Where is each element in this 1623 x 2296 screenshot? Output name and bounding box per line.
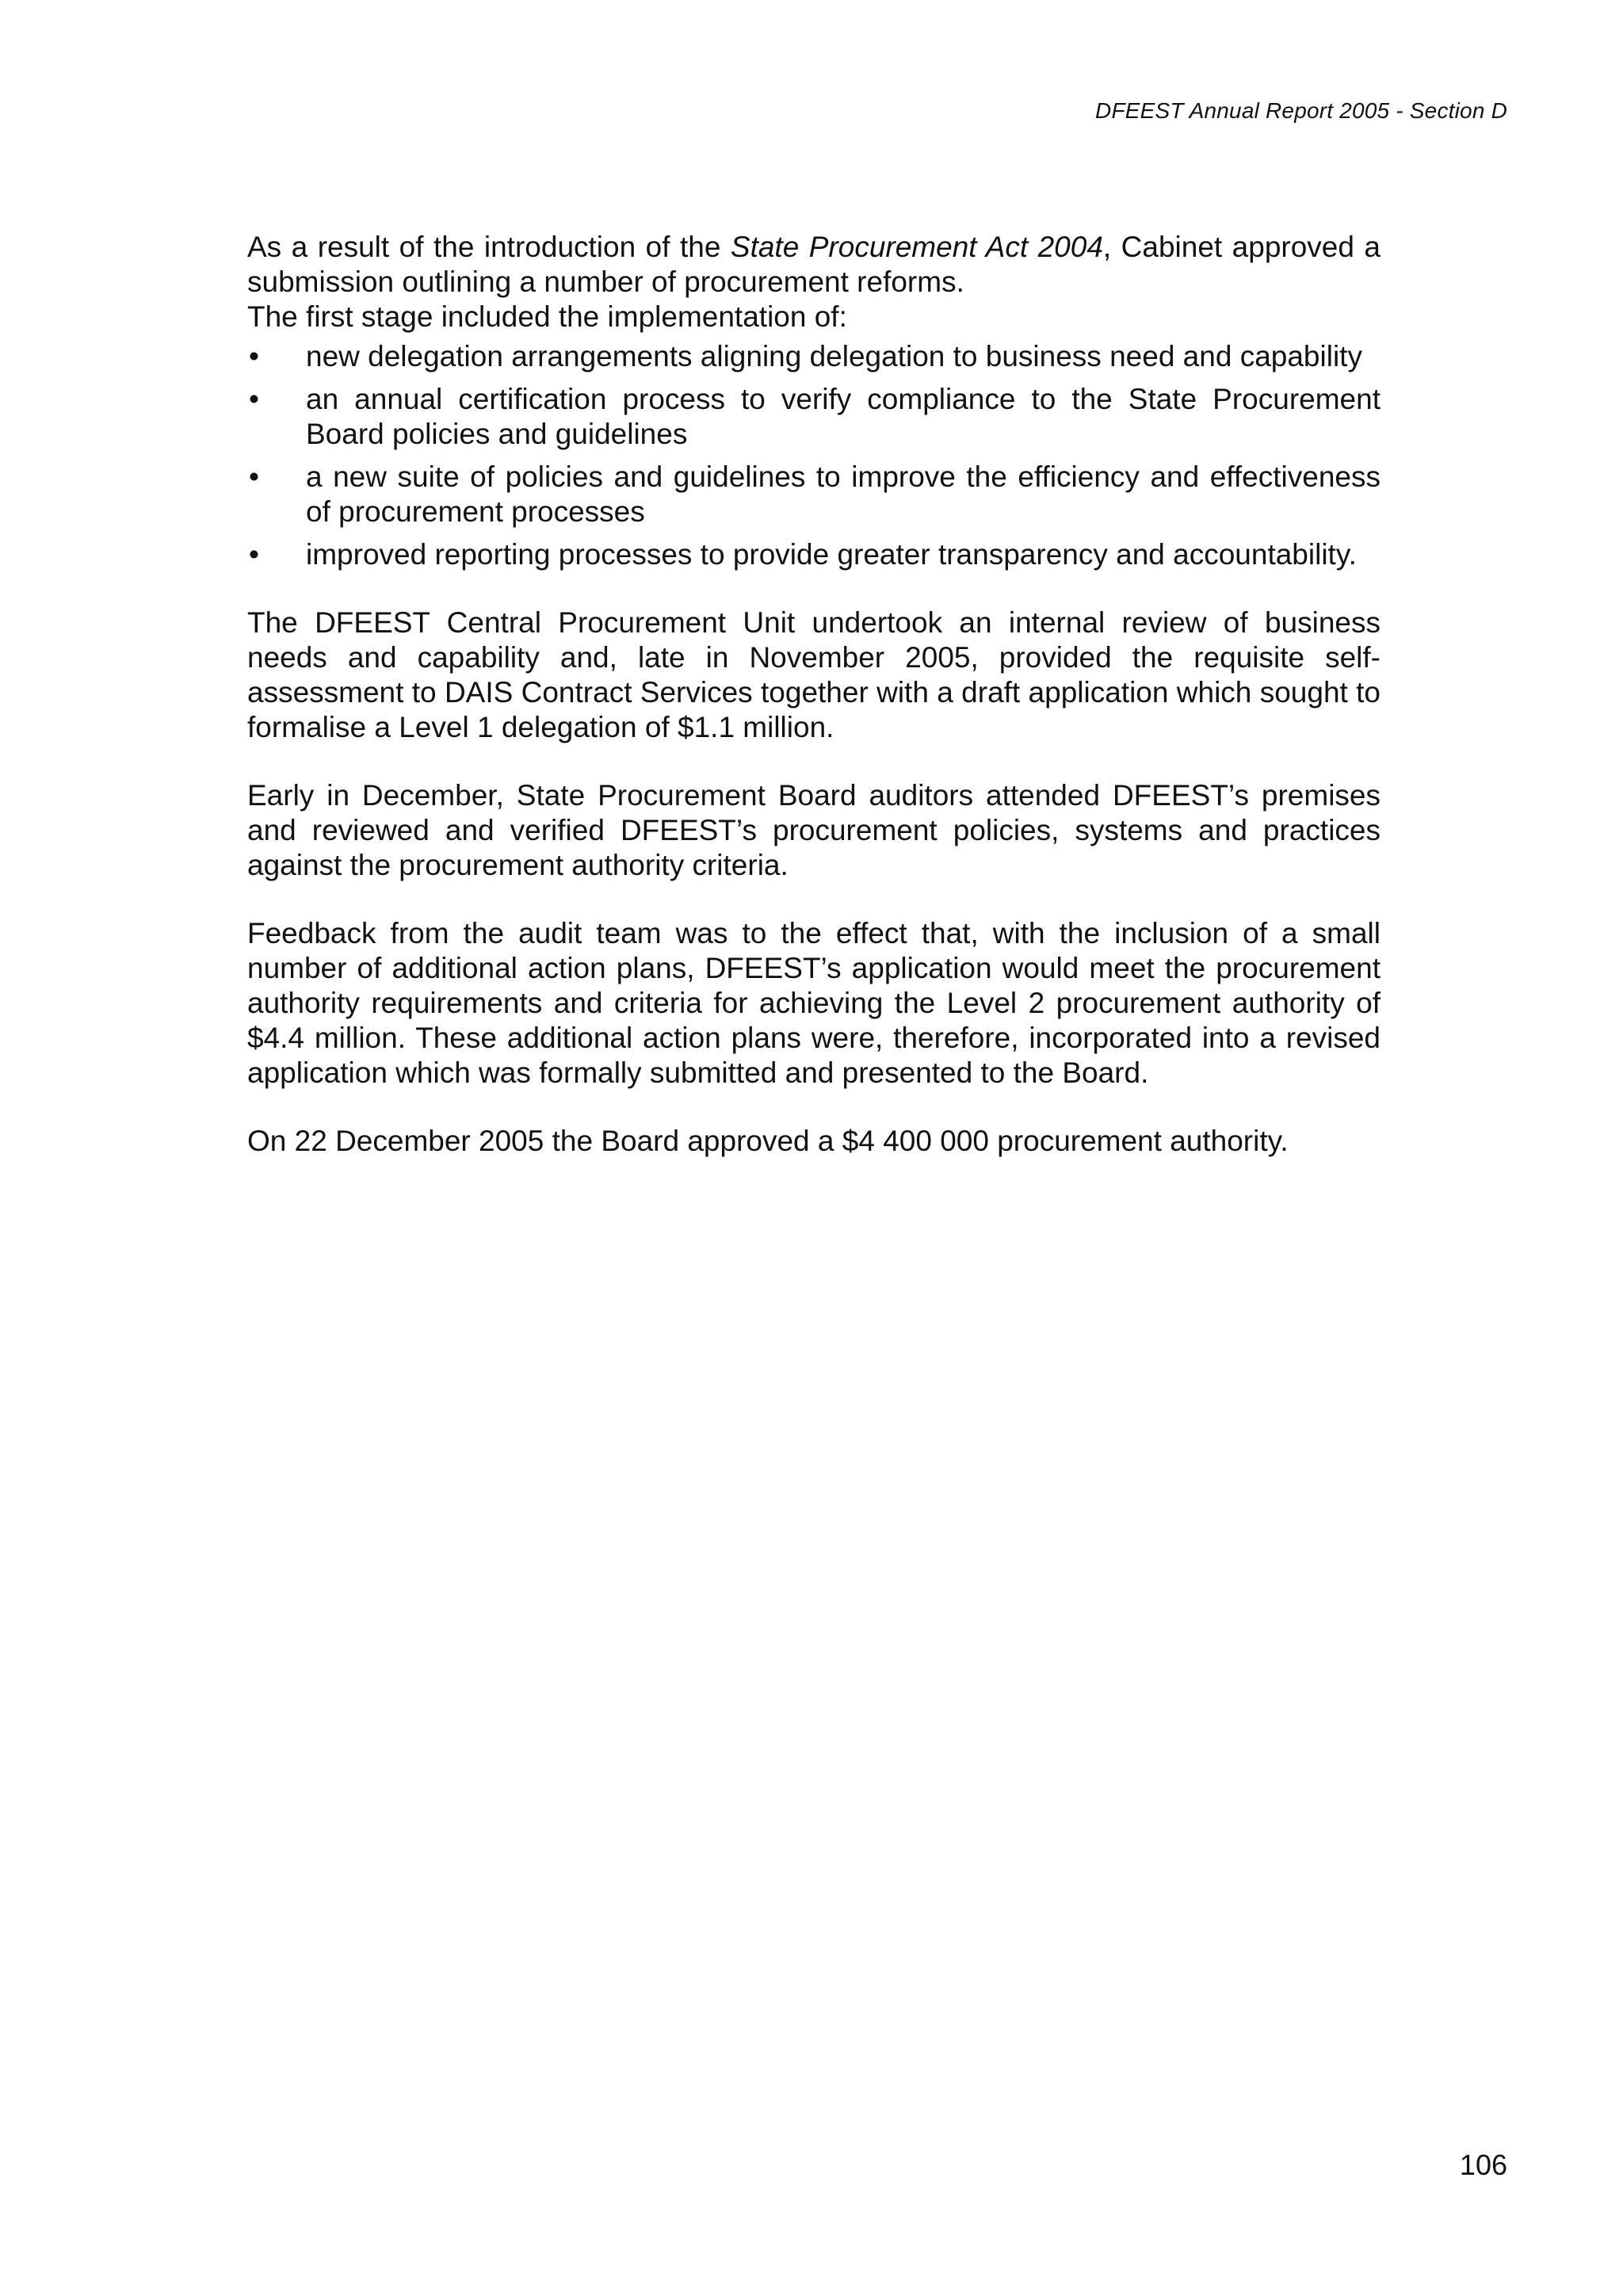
- feedback-paragraph: Feedback from the audit team was to the effect that, with the inclusion of a small number of additional action plans, DFEEST’s application would meet the procurement authority requirements and criteria for achieving the Level 2 procurement authority of $4.4 million. These additional action plans were, therefore, incorporated into a revised application which was formally submitted and presented to the Board.: [247, 917, 1381, 1089]
- list-item: [247, 382, 1381, 452]
- list-item: [247, 460, 1381, 529]
- list-item-text: an annual certification process to verify compliance to the State Procurement Board policies and guidelines: [306, 383, 1381, 450]
- list-item: [247, 339, 1381, 374]
- list-item: [247, 537, 1381, 572]
- bullet-icon: •: [249, 340, 259, 372]
- page-body: [247, 230, 1381, 1159]
- intro-paragraph: [247, 230, 1381, 300]
- act-title: State Procurement Act 2004: [730, 231, 1103, 263]
- list-item-text: improved reporting processes to provide greater transparency and accountability.: [306, 538, 1357, 571]
- intro-text-end: , Cabinet approved a submission outlining a number of procurement reforms.: [247, 231, 1381, 298]
- first-stage-line: The first stage included the implementation of:: [247, 300, 847, 333]
- intro-text-start: As a result of the introduction of the: [247, 231, 731, 263]
- audit-paragraph: Early in December, State Procurement Board auditors attended DFEEST’s premises and reviewed and verified DFEEST’s procurement policies, systems and practices against the procurement authority criteria.: [247, 779, 1381, 881]
- bullet-icon: •: [249, 460, 259, 493]
- bullet-icon: •: [249, 538, 259, 571]
- review-paragraph: The DFEEST Central Procurement Unit undertook an internal review of business needs and capability and, late in November 2005, provided the requisite self-assessment to DAIS Contract Services together with a draft application which sought to formalise a Level 1 delegation of $1.1 million.: [247, 606, 1381, 743]
- list-item-text: a new suite of policies and guidelines to improve the efficiency and effectiveness of procurement processes: [306, 460, 1381, 528]
- bullet-icon: •: [249, 383, 259, 415]
- approval-paragraph: On 22 December 2005 the Board approved a $4 400 000 procurement authority.: [247, 1125, 1289, 1157]
- reform-list: [247, 339, 1381, 572]
- list-item-text: new delegation arrangements aligning delegation to business need and capability: [306, 340, 1362, 372]
- page-number: 106: [1459, 2149, 1507, 2181]
- running-header: DFEEST Annual Report 2005 - Section D: [1095, 98, 1507, 123]
